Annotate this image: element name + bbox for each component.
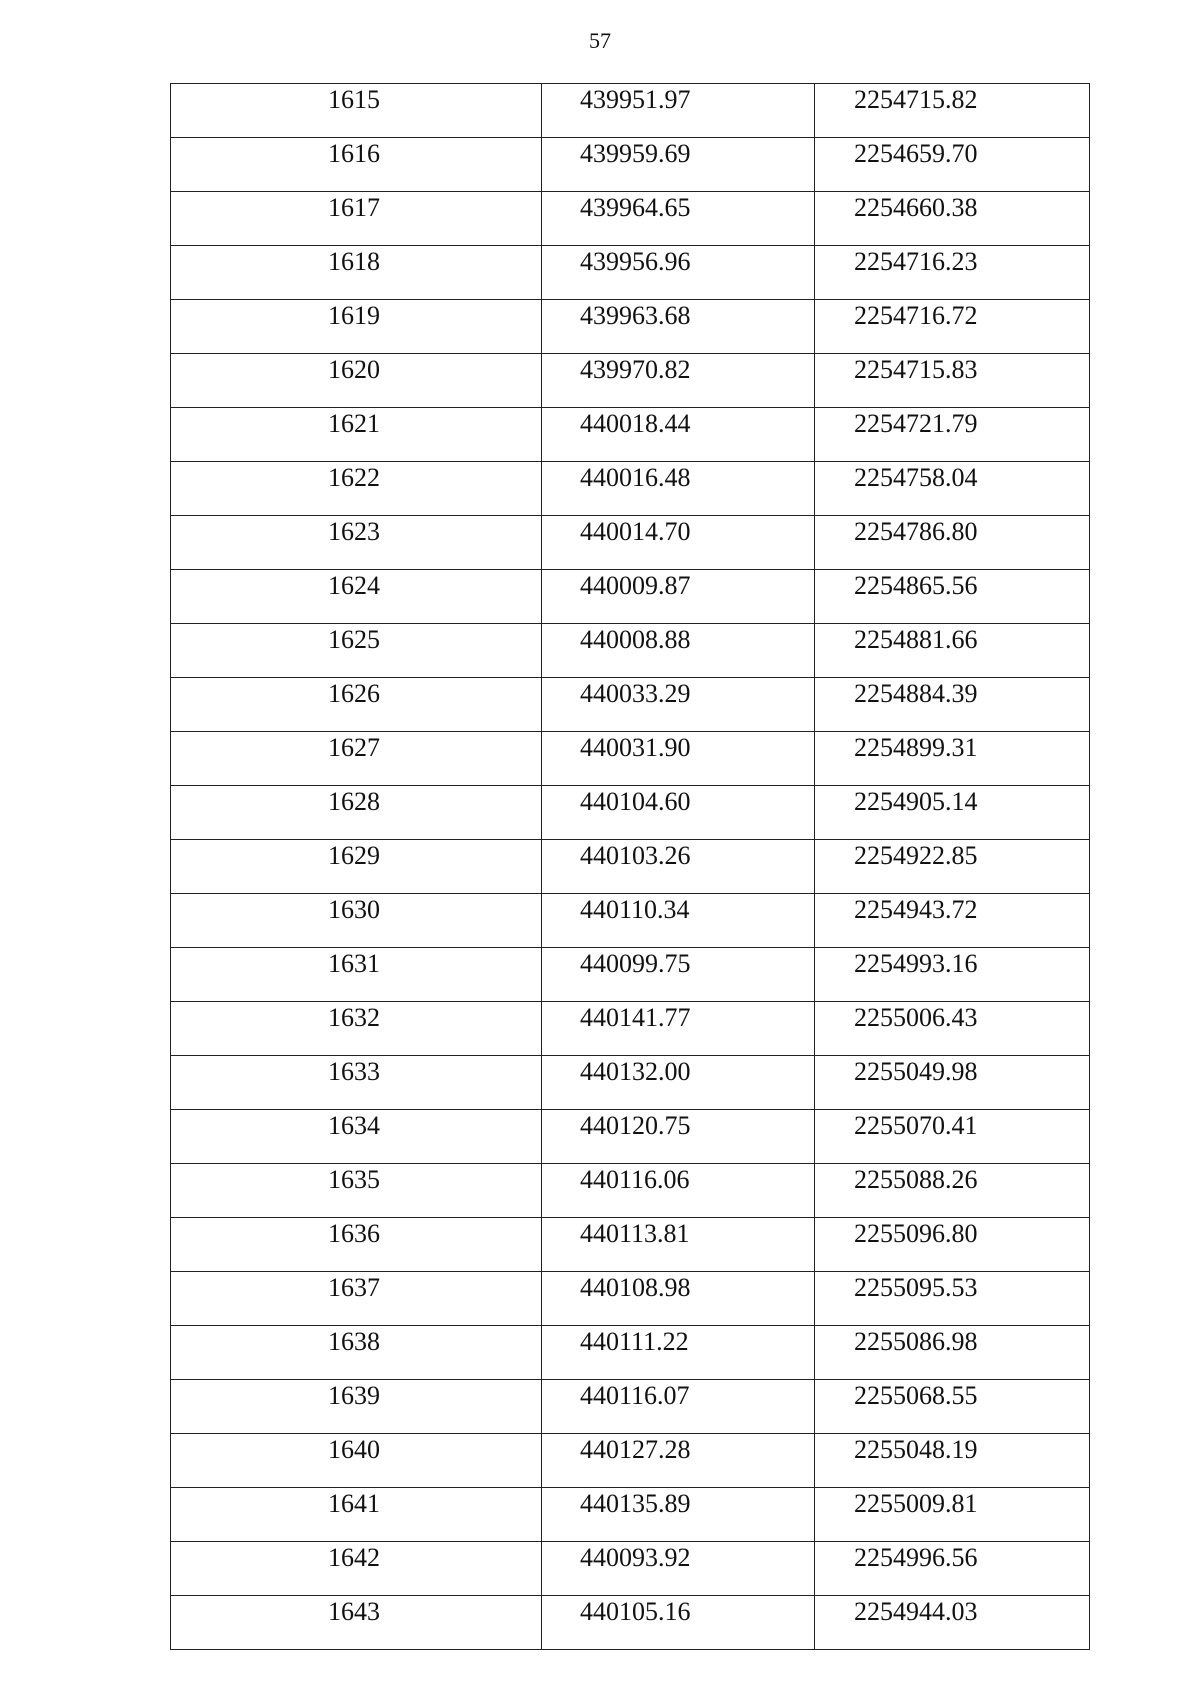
cell-text: 1631 xyxy=(328,949,380,978)
table-row xyxy=(171,894,1090,948)
x-coordinate-cell xyxy=(542,408,815,462)
point-number-cell xyxy=(171,84,542,138)
cell-text: 1617 xyxy=(328,193,380,222)
cell-text: 1640 xyxy=(328,1435,380,1464)
cell-text: 2255049.98 xyxy=(854,1057,978,1086)
table-row xyxy=(171,516,1090,570)
table-row xyxy=(171,138,1090,192)
point-number-cell xyxy=(171,1596,542,1650)
table-row xyxy=(171,624,1090,678)
cell-text: 1619 xyxy=(328,301,380,330)
cell-text: 440135.89 xyxy=(580,1489,691,1518)
x-coordinate-cell xyxy=(542,570,815,624)
cell-text: 440009.87 xyxy=(580,571,691,600)
cell-text: 2255070.41 xyxy=(854,1111,978,1140)
cell-text: 2254996.56 xyxy=(854,1543,978,1572)
point-number-cell xyxy=(171,948,542,1002)
x-coordinate-cell xyxy=(542,516,815,570)
table-row xyxy=(171,462,1090,516)
x-coordinate-cell xyxy=(542,840,815,894)
y-coordinate-cell xyxy=(815,1542,1090,1596)
cell-text: 2254905.14 xyxy=(854,787,978,816)
cell-text: 2254922.85 xyxy=(854,841,978,870)
point-number-cell xyxy=(171,1326,542,1380)
cell-text: 1635 xyxy=(328,1165,380,1194)
cell-text: 1625 xyxy=(328,625,380,654)
cell-text: 440141.77 xyxy=(580,1003,691,1032)
cell-text: 1622 xyxy=(328,463,380,492)
x-coordinate-cell xyxy=(542,1434,815,1488)
table-row xyxy=(171,570,1090,624)
table-row xyxy=(171,732,1090,786)
y-coordinate-cell xyxy=(815,246,1090,300)
cell-text: 1630 xyxy=(328,895,380,924)
x-coordinate-cell xyxy=(542,1110,815,1164)
y-coordinate-cell xyxy=(815,840,1090,894)
y-coordinate-cell xyxy=(815,948,1090,1002)
table-row xyxy=(171,678,1090,732)
cell-text: 439959.69 xyxy=(580,139,691,168)
y-coordinate-cell xyxy=(815,1056,1090,1110)
y-coordinate-cell xyxy=(815,138,1090,192)
y-coordinate-cell xyxy=(815,84,1090,138)
point-number-cell xyxy=(171,1488,542,1542)
y-coordinate-cell xyxy=(815,1164,1090,1218)
y-coordinate-cell xyxy=(815,894,1090,948)
cell-text: 2254786.80 xyxy=(854,517,978,546)
cell-text: 440127.28 xyxy=(580,1435,691,1464)
point-number-cell xyxy=(171,1434,542,1488)
point-number-cell xyxy=(171,246,542,300)
table-row xyxy=(171,84,1090,138)
point-number-cell xyxy=(171,1272,542,1326)
y-coordinate-cell xyxy=(815,1218,1090,1272)
cell-text: 1632 xyxy=(328,1003,380,1032)
cell-text: 1620 xyxy=(328,355,380,384)
y-coordinate-cell xyxy=(815,516,1090,570)
cell-text: 440116.06 xyxy=(580,1165,690,1194)
coordinates-table xyxy=(170,83,1090,1650)
y-coordinate-cell xyxy=(815,1596,1090,1650)
cell-text: 1616 xyxy=(328,139,380,168)
x-coordinate-cell xyxy=(542,894,815,948)
cell-text: 440111.22 xyxy=(580,1327,689,1356)
cell-text: 439964.65 xyxy=(580,193,691,222)
cell-text: 440031.90 xyxy=(580,733,691,762)
point-number-cell xyxy=(171,840,542,894)
table-row xyxy=(171,840,1090,894)
x-coordinate-cell xyxy=(542,624,815,678)
table-row xyxy=(171,1488,1090,1542)
cell-text: 1629 xyxy=(328,841,380,870)
point-number-cell xyxy=(171,300,542,354)
x-coordinate-cell xyxy=(542,354,815,408)
cell-text: 440033.29 xyxy=(580,679,691,708)
y-coordinate-cell xyxy=(815,462,1090,516)
table-row xyxy=(171,1326,1090,1380)
cell-text: 1627 xyxy=(328,733,380,762)
y-coordinate-cell xyxy=(815,624,1090,678)
x-coordinate-cell xyxy=(542,1542,815,1596)
y-coordinate-cell xyxy=(815,192,1090,246)
cell-text: 1621 xyxy=(328,409,380,438)
table-row xyxy=(171,1110,1090,1164)
point-number-cell xyxy=(171,354,542,408)
table-row xyxy=(171,192,1090,246)
table-row xyxy=(171,1596,1090,1650)
table-row xyxy=(171,354,1090,408)
cell-text: 1618 xyxy=(328,247,380,276)
page-number: 57 xyxy=(589,28,611,53)
x-coordinate-cell xyxy=(542,300,815,354)
point-number-cell xyxy=(171,1110,542,1164)
cell-text: 440116.07 xyxy=(580,1381,690,1410)
point-number-cell xyxy=(171,894,542,948)
table-row xyxy=(171,786,1090,840)
cell-text: 440113.81 xyxy=(580,1219,690,1248)
x-coordinate-cell xyxy=(542,732,815,786)
cell-text: 439963.68 xyxy=(580,301,691,330)
table-row xyxy=(171,948,1090,1002)
cell-text: 439956.96 xyxy=(580,247,691,276)
cell-text: 2255095.53 xyxy=(854,1273,978,1302)
x-coordinate-cell xyxy=(542,1002,815,1056)
cell-text: 2254716.72 xyxy=(854,301,978,330)
cell-text: 2254944.03 xyxy=(854,1597,978,1626)
cell-text: 2255086.98 xyxy=(854,1327,978,1356)
cell-text: 440093.92 xyxy=(580,1543,691,1572)
y-coordinate-cell xyxy=(815,1272,1090,1326)
cell-text: 1643 xyxy=(328,1597,380,1626)
point-number-cell xyxy=(171,462,542,516)
cell-text: 2255096.80 xyxy=(854,1219,978,1248)
table-row xyxy=(171,246,1090,300)
cell-text: 440014.70 xyxy=(580,517,691,546)
point-number-cell xyxy=(171,1056,542,1110)
cell-text: 1623 xyxy=(328,517,380,546)
y-coordinate-cell xyxy=(815,1002,1090,1056)
cell-text: 2255088.26 xyxy=(854,1165,978,1194)
cell-text: 1638 xyxy=(328,1327,380,1356)
cell-text: 440108.98 xyxy=(580,1273,691,1302)
x-coordinate-cell xyxy=(542,462,815,516)
y-coordinate-cell xyxy=(815,678,1090,732)
cell-text: 2255006.43 xyxy=(854,1003,978,1032)
point-number-cell xyxy=(171,1164,542,1218)
cell-text: 440132.00 xyxy=(580,1057,691,1086)
cell-text: 1641 xyxy=(328,1489,380,1518)
x-coordinate-cell xyxy=(542,246,815,300)
point-number-cell xyxy=(171,138,542,192)
x-coordinate-cell xyxy=(542,1326,815,1380)
cell-text: 440104.60 xyxy=(580,787,691,816)
x-coordinate-cell xyxy=(542,1488,815,1542)
cell-text: 440103.26 xyxy=(580,841,691,870)
cell-text: 440008.88 xyxy=(580,625,691,654)
y-coordinate-cell xyxy=(815,786,1090,840)
cell-text: 439970.82 xyxy=(580,355,691,384)
table-row xyxy=(171,1218,1090,1272)
x-coordinate-cell xyxy=(542,678,815,732)
cell-text: 440018.44 xyxy=(580,409,691,438)
y-coordinate-cell xyxy=(815,354,1090,408)
cell-text: 440099.75 xyxy=(580,949,691,978)
table-body xyxy=(171,84,1090,1650)
cell-text: 2254659.70 xyxy=(854,139,978,168)
x-coordinate-cell xyxy=(542,786,815,840)
cell-text: 2254758.04 xyxy=(854,463,978,492)
cell-text: 2254993.16 xyxy=(854,949,978,978)
table-row xyxy=(171,408,1090,462)
y-coordinate-cell xyxy=(815,1488,1090,1542)
cell-text: 1615 xyxy=(328,85,380,114)
cell-text: 1637 xyxy=(328,1273,380,1302)
point-number-cell xyxy=(171,408,542,462)
x-coordinate-cell xyxy=(542,1164,815,1218)
table-row xyxy=(171,1434,1090,1488)
cell-text: 1624 xyxy=(328,571,380,600)
point-number-cell xyxy=(171,1380,542,1434)
y-coordinate-cell xyxy=(815,408,1090,462)
point-number-cell xyxy=(171,516,542,570)
cell-text: 439951.97 xyxy=(580,85,691,114)
cell-text: 1634 xyxy=(328,1111,380,1140)
x-coordinate-cell xyxy=(542,1218,815,1272)
cell-text: 2254716.23 xyxy=(854,247,978,276)
y-coordinate-cell xyxy=(815,1434,1090,1488)
point-number-cell xyxy=(171,678,542,732)
y-coordinate-cell xyxy=(815,570,1090,624)
cell-text: 2254865.56 xyxy=(854,571,978,600)
table-row xyxy=(171,300,1090,354)
cell-text: 1626 xyxy=(328,679,380,708)
point-number-cell xyxy=(171,192,542,246)
cell-text: 2254715.83 xyxy=(854,355,978,384)
cell-text: 2255068.55 xyxy=(854,1381,978,1410)
cell-text: 440110.34 xyxy=(580,895,690,924)
x-coordinate-cell xyxy=(542,192,815,246)
y-coordinate-cell xyxy=(815,1380,1090,1434)
cell-text: 2254721.79 xyxy=(854,409,978,438)
x-coordinate-cell xyxy=(542,1596,815,1650)
cell-text: 1628 xyxy=(328,787,380,816)
x-coordinate-cell xyxy=(542,138,815,192)
y-coordinate-cell xyxy=(815,732,1090,786)
x-coordinate-cell xyxy=(542,948,815,1002)
cell-text: 440016.48 xyxy=(580,463,691,492)
cell-text: 2255009.81 xyxy=(854,1489,978,1518)
y-coordinate-cell xyxy=(815,300,1090,354)
cell-text: 440120.75 xyxy=(580,1111,691,1140)
cell-text: 2254899.31 xyxy=(854,733,978,762)
point-number-cell xyxy=(171,624,542,678)
table-row xyxy=(171,1164,1090,1218)
cell-text: 2255048.19 xyxy=(854,1435,978,1464)
y-coordinate-cell xyxy=(815,1110,1090,1164)
cell-text: 440105.16 xyxy=(580,1597,691,1626)
cell-text: 1639 xyxy=(328,1381,380,1410)
cell-text: 2254660.38 xyxy=(854,193,978,222)
point-number-cell xyxy=(171,732,542,786)
point-number-cell xyxy=(171,570,542,624)
cell-text: 2254715.82 xyxy=(854,85,978,114)
table-row xyxy=(171,1272,1090,1326)
point-number-cell xyxy=(171,1218,542,1272)
cell-text: 2254881.66 xyxy=(854,625,978,654)
cell-text: 1633 xyxy=(328,1057,380,1086)
cell-text: 1642 xyxy=(328,1543,380,1572)
table-row xyxy=(171,1002,1090,1056)
table-row xyxy=(171,1380,1090,1434)
point-number-cell xyxy=(171,1002,542,1056)
point-number-cell xyxy=(171,786,542,840)
point-number-cell xyxy=(171,1542,542,1596)
cell-text: 2254943.72 xyxy=(854,895,978,924)
cell-text: 1636 xyxy=(328,1219,380,1248)
cell-text: 2254884.39 xyxy=(854,679,978,708)
table-row xyxy=(171,1056,1090,1110)
x-coordinate-cell xyxy=(542,84,815,138)
x-coordinate-cell xyxy=(542,1272,815,1326)
table-row xyxy=(171,1542,1090,1596)
y-coordinate-cell xyxy=(815,1326,1090,1380)
x-coordinate-cell xyxy=(542,1056,815,1110)
x-coordinate-cell xyxy=(542,1380,815,1434)
